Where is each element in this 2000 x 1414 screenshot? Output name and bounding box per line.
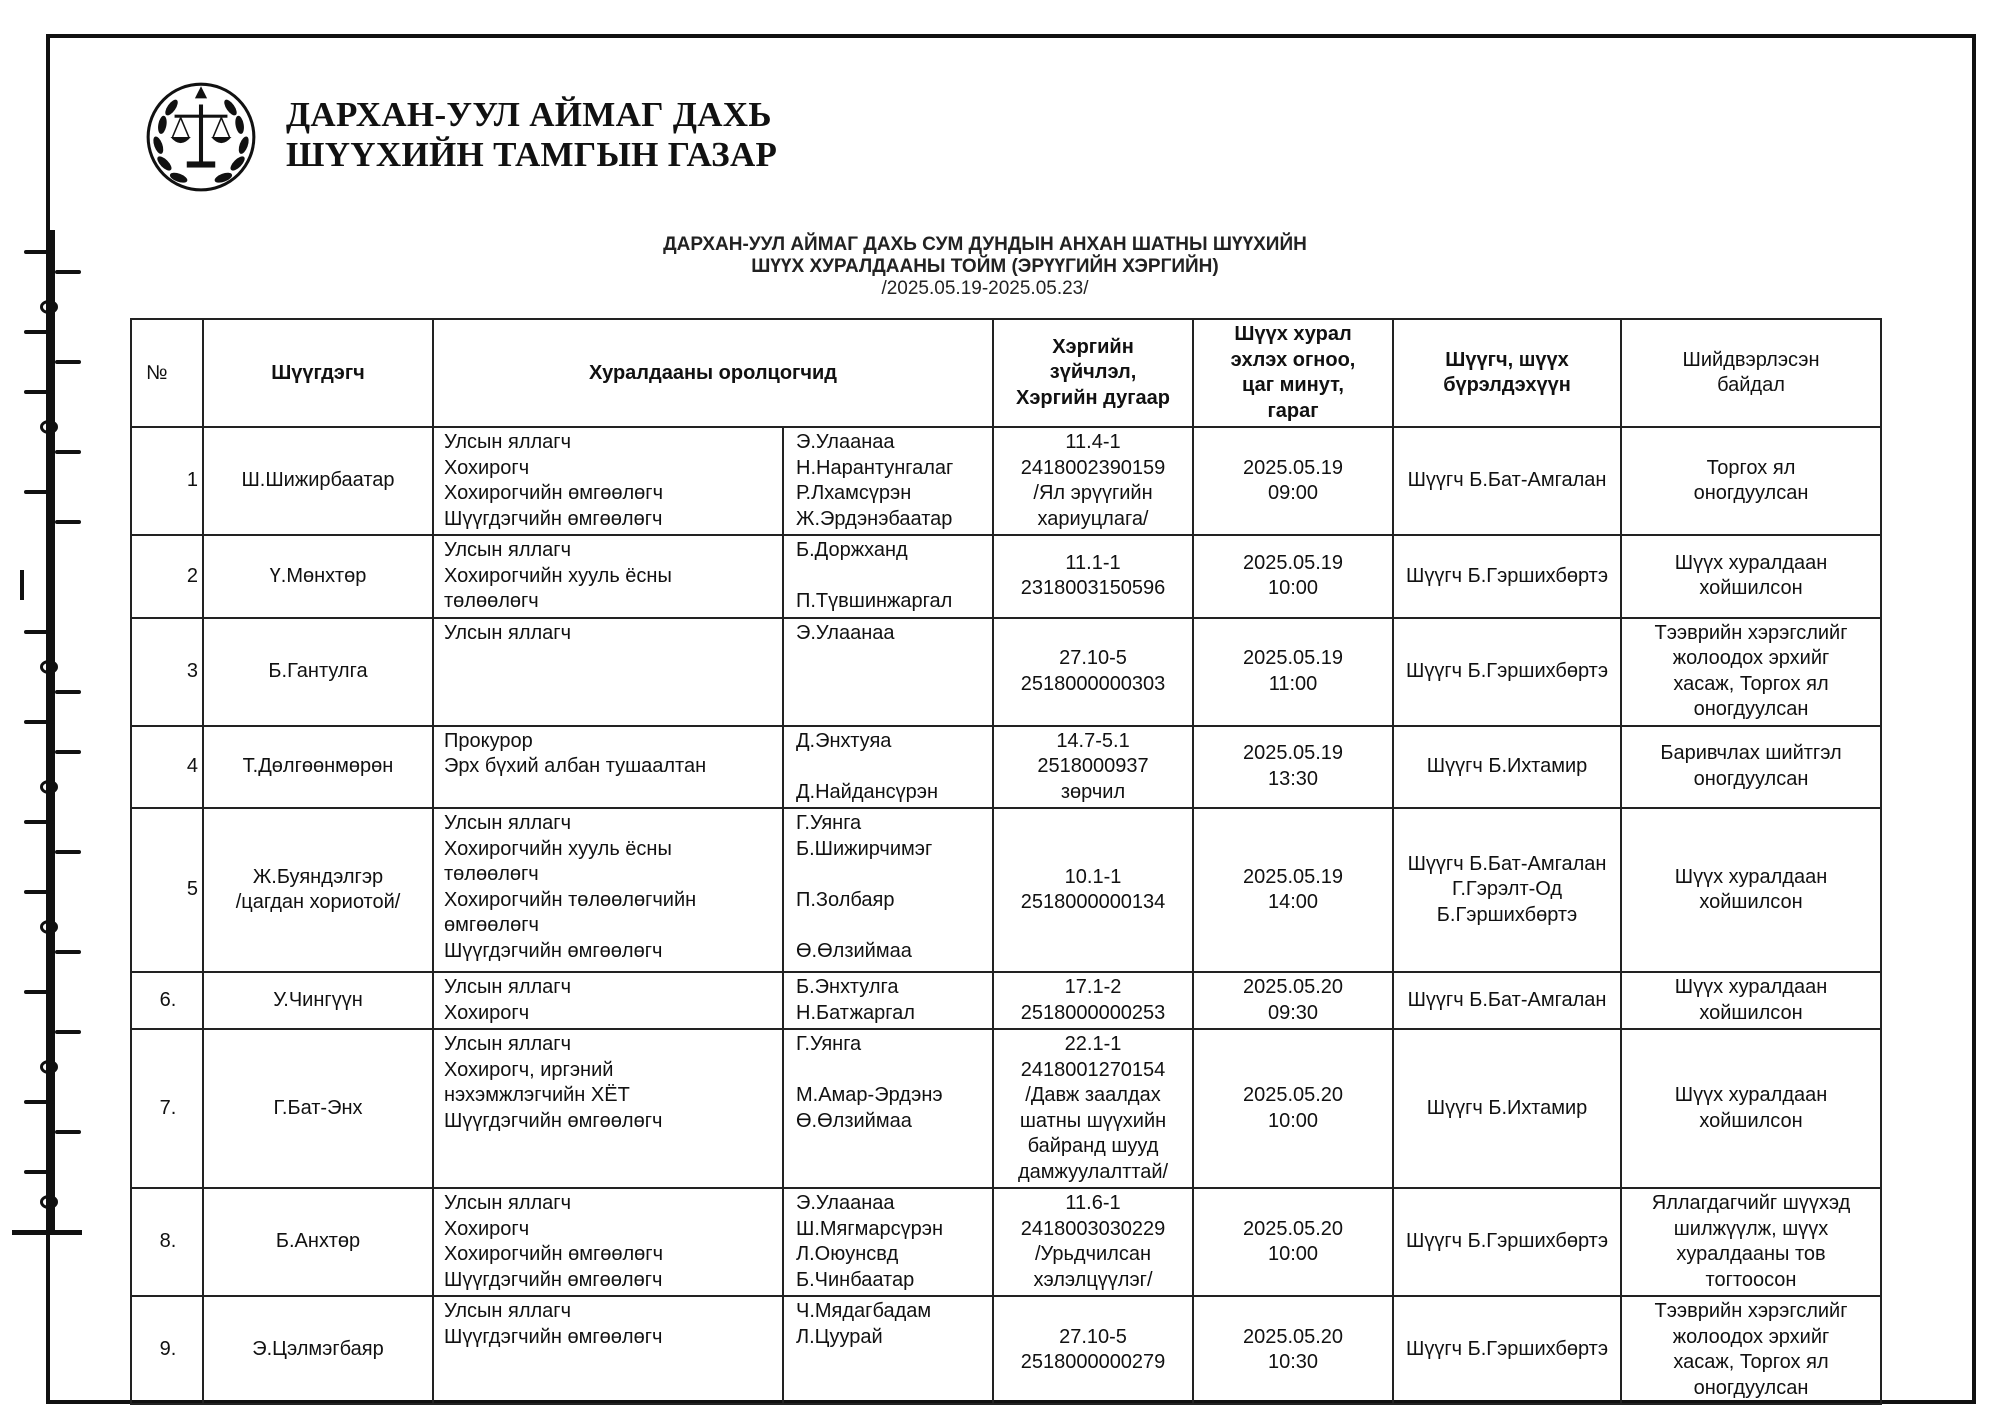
table-row (131, 535, 1881, 618)
outcome-cell-line: хасаж, Торгох ял (1673, 1351, 1829, 1373)
case-cell-line: 27.10-5 (1059, 647, 1127, 669)
row-number: 9. (131, 1296, 203, 1404)
case-cell-line: дамжуулалттай/ (1017, 1160, 1169, 1183)
participant-roles-cell-line: Хохирогчийн төлөөлөгчийн (444, 888, 697, 911)
hearing-date: 2025.05.19 (1242, 456, 1344, 479)
table-row (131, 1296, 1881, 1404)
outcome-cell-line: жолоодох эрхийг (1672, 1325, 1830, 1348)
judge-cell (1393, 808, 1621, 972)
participant-roles-cell-line: өмгөөлөгч (444, 914, 539, 936)
hearing-datetime-cell (1193, 1029, 1393, 1188)
participant-names-cell (783, 535, 993, 618)
participant-names-cell-line: Л.Цуурай (796, 1325, 883, 1348)
participant-names-cell-line: М.Амар-Эрдэнэ (796, 1084, 943, 1106)
hearing-datetime-cell (1193, 1188, 1393, 1296)
judge-cell (1393, 535, 1621, 618)
participant-names-cell-line: Г.Уянга (796, 812, 862, 834)
outcome-cell (1621, 1029, 1881, 1188)
outcome-cell (1621, 726, 1881, 809)
hearing-schedule-table (130, 318, 1882, 1405)
participant-names-cell-line: Э.Улаанаа (796, 621, 895, 644)
participant-roles-cell-line: Улсын яллагч (444, 812, 572, 834)
judge-cell (1393, 427, 1621, 535)
defendant-cell (203, 1188, 433, 1296)
participant-names-cell-line: Г.Уянга (796, 1033, 862, 1055)
case-cell (993, 1188, 1193, 1296)
participant-names-cell-line: Д.Энхтуяа (796, 729, 892, 752)
court-emblem-icon (140, 74, 262, 196)
participant-roles-cell-line: Улсын яллагч (444, 976, 572, 998)
participant-roles-cell-line: Хохирогчийн хууль ёсны (444, 837, 672, 860)
participant-names-cell (783, 427, 993, 535)
participant-names-cell-line: Б.Чинбаатар (796, 1268, 915, 1291)
participant-roles-cell-line: Шүүгдэгчийн өмгөөлөгч (444, 1325, 663, 1348)
row-number: 6. (131, 972, 203, 1029)
participant-roles-cell-line: Улсын яллагч (444, 1033, 572, 1055)
participant-roles-cell (433, 808, 783, 972)
court-name-line1: ДАРХАН-УУЛ АЙМАГ ДАХЬ (286, 95, 772, 134)
title-line2: ШҮҮХ ХУРАЛДААНЫ ТОЙМ (ЭРҮҮГИЙН ХЭРГИЙН) (751, 256, 1219, 277)
hearing-date: 2025.05.20 (1242, 1084, 1344, 1106)
participant-roles-cell-line: Улсын яллагч (444, 1300, 572, 1322)
participant-roles-cell (433, 1188, 783, 1296)
table-row (131, 618, 1881, 726)
judge-cell (1393, 1188, 1621, 1296)
case-cell (993, 535, 1193, 618)
case-cell (993, 726, 1193, 809)
participant-names-cell-line: Р.Лхамсүрэн (796, 482, 912, 504)
defendant-cell-line: Г.Бат-Энх (273, 1096, 363, 1119)
participant-names-cell-line (796, 564, 986, 590)
row-number: 7. (131, 1029, 203, 1188)
participant-roles-cell-line: Хохирогч (444, 456, 530, 479)
participant-roles-cell (433, 726, 783, 809)
hearing-time: 09:00 (1267, 482, 1319, 504)
participant-names-cell-line: Э.Улаанаа (796, 431, 895, 453)
judge-cell (1393, 972, 1621, 1029)
case-cell-line: хариуцлага/ (1037, 507, 1149, 530)
participant-roles-cell-line: Улсын яллагч (444, 1192, 572, 1214)
header-case: Хэргийн зүйчлэл, Хэргийн дугаар (993, 319, 1193, 427)
hearing-datetime-cell (1193, 726, 1393, 809)
row-number: 2 (131, 535, 203, 618)
judge-cell-line: Шүүгч Б.Гэршихбөртэ (1405, 564, 1609, 587)
participant-names-cell-line: Д.Найдансүрэн (796, 780, 939, 803)
participant-names-cell (783, 1296, 993, 1404)
judge-cell-line: Шүүгч Б.Ихтамир (1426, 755, 1588, 777)
case-cell-line: 27.10-5 (1059, 1325, 1127, 1348)
participant-names-cell-line (796, 754, 986, 780)
hearing-date: 2025.05.20 (1242, 976, 1344, 998)
table-row (131, 1188, 1881, 1296)
hearing-datetime-cell (1193, 535, 1393, 618)
participant-names-cell-line: Ө.Өлзиймаа (796, 939, 912, 962)
participant-names-cell-line: Л.Оюунсвд (796, 1243, 899, 1265)
defendant-cell-line: Б.Анхтөр (275, 1230, 361, 1253)
case-cell (993, 808, 1193, 972)
case-cell-line: 2518000000253 (1020, 1001, 1166, 1024)
case-cell-line: 11.6-1 (1065, 1192, 1121, 1214)
case-cell-line: 11.4-1 (1065, 431, 1121, 453)
case-cell-line: 11.1-1 (1065, 551, 1121, 574)
hearing-time: 11:00 (1268, 672, 1318, 695)
case-cell-line: 2318003150596 (1020, 577, 1166, 600)
participant-names-cell-line: Б.Шижирчимэг (796, 837, 933, 860)
judge-cell-line: Шүүгч Б.Бат-Амгалан (1407, 988, 1607, 1011)
hearing-time: 14:00 (1267, 891, 1319, 913)
outcome-cell-line: хойшилсон (1699, 577, 1803, 600)
participant-roles-cell (433, 535, 783, 618)
case-cell-line: 2518000937 (1037, 755, 1149, 777)
participant-names-cell-line: Н.Батжаргал (796, 1001, 915, 1024)
outcome-cell-line: хасаж, Торгох ял (1673, 672, 1829, 695)
outcome-cell (1621, 427, 1881, 535)
participant-names-cell-line: Н.Нарантунгалаг (796, 456, 954, 479)
hearing-time: 10:30 (1267, 1351, 1319, 1373)
participant-roles-cell-line: Улсын яллагч (444, 431, 572, 453)
case-cell-line: 10.1-1 (1064, 865, 1122, 888)
case-cell-line: 22.1-1 (1064, 1033, 1122, 1055)
participant-roles-cell (433, 618, 783, 726)
header-judge: Шүүгч, шүүх бүрэлдэхүүн (1393, 319, 1621, 427)
row-number: 3 (131, 618, 203, 726)
participant-names-cell (783, 1188, 993, 1296)
outcome-cell-line: тогтоосон (1705, 1268, 1797, 1291)
table-row (131, 972, 1881, 1029)
participant-roles-cell-line: Хохирогч, иргэний (444, 1058, 614, 1081)
judge-cell (1393, 726, 1621, 809)
hearing-time: 10:00 (1267, 1243, 1319, 1265)
defendant-cell-line: Ш.Шижирбаатар (241, 469, 395, 492)
judge-cell-line: Шүүгч Б.Гэршихбөртэ (1405, 659, 1609, 682)
hearing-time: 13:30 (1267, 767, 1319, 790)
participant-names-cell-line: Ө.Өлзиймаа (796, 1109, 912, 1132)
hearing-time: 09:30 (1267, 1001, 1319, 1024)
participant-names-cell (783, 618, 993, 726)
outcome-cell-line: Яллагдагчийг шүүхэд (1651, 1192, 1851, 1214)
table-row (131, 1029, 1881, 1188)
outcome-cell-line: жолоодох эрхийг (1672, 647, 1830, 669)
document-header (140, 74, 777, 196)
header-participants: Хуралдааны оролцогчид (433, 319, 993, 427)
header-number: № (131, 319, 203, 427)
hearing-date: 2025.05.19 (1242, 742, 1344, 765)
participant-names-cell-line: Б.Доржханд (796, 539, 908, 561)
judge-cell (1393, 1029, 1621, 1188)
participant-names-cell-line: Ш.Мягмарсүрэн (796, 1217, 944, 1240)
defendant-cell (203, 972, 433, 1029)
outcome-cell (1621, 618, 1881, 726)
court-name (286, 95, 777, 175)
outcome-cell-line: оногдуулсан (1693, 482, 1809, 504)
participant-roles-cell-line: Хохирогч (444, 1217, 530, 1240)
defendant-cell (203, 535, 433, 618)
case-cell-line: /Давж заалдах (1025, 1084, 1161, 1106)
outcome-cell-line: хойшилсон (1699, 1001, 1803, 1024)
table-row (131, 427, 1881, 535)
vertical-script-signature (0, 230, 100, 1270)
case-cell-line: /Ял эрүүгийн (1033, 482, 1153, 504)
participant-roles-cell-line: Шүүгдэгчийн өмгөөлөгч (444, 1268, 663, 1291)
participant-roles-cell (433, 1029, 783, 1188)
hearing-date: 2025.05.20 (1242, 1217, 1344, 1240)
hearing-time: 10:00 (1267, 1109, 1319, 1132)
defendant-cell (203, 808, 433, 972)
hearing-date: 2025.05.19 (1242, 551, 1344, 574)
participant-names-cell-line (796, 913, 986, 939)
participant-names-cell-line (796, 862, 986, 888)
court-name-line2: ШҮҮХИЙН ТАМГЫН ГАЗАР (286, 135, 778, 174)
participant-roles-cell-line: Шүүгдэгчийн өмгөөлөгч (444, 1109, 663, 1132)
hearing-time: 10:00 (1267, 577, 1319, 600)
case-cell (993, 972, 1193, 1029)
hearing-date: 2025.05.20 (1242, 1325, 1344, 1348)
table-row (131, 808, 1881, 972)
header-defendant: Шүүгдэгч (203, 319, 433, 427)
defendant-cell-line: Ж.Буяндэлгэр (252, 865, 384, 888)
participant-roles-cell-line: Шүүгдэгчийн өмгөөлөгч (444, 939, 663, 962)
title-line1: ДАРХАН-УУЛ АЙМАГ ДАХЬ СУМ ДУНДЫН АНХАН ШАТНЫ ШҮҮХИЙН (663, 234, 1307, 255)
row-number: 1 (131, 427, 203, 535)
outcome-cell-line: оногдуулсан (1693, 1376, 1809, 1399)
participant-names-cell-line: Э.Улаанаа (796, 1192, 895, 1214)
case-cell-line: 2418001270154 (1020, 1058, 1166, 1081)
judge-cell-line: Б.Гэршихбөртэ (1436, 903, 1578, 926)
outcome-cell-line: хойшилсон (1699, 891, 1803, 913)
case-cell-line: 2418002390159 (1020, 456, 1166, 479)
judge-cell-line: Шүүгч Б.Бат-Амгалан (1407, 469, 1607, 492)
judge-cell-line: Г.Гэрэлт-Од (1451, 878, 1563, 901)
participant-roles-cell-line: Шүүгдэгчийн өмгөөлөгч (444, 507, 663, 530)
defendant-cell-line: Ү.Мөнхтөр (269, 564, 367, 587)
row-number: 5 (131, 808, 203, 972)
hearing-date: 2025.05.19 (1242, 865, 1344, 888)
case-cell-line: 2418003030229 (1020, 1217, 1166, 1240)
hearing-datetime-cell (1193, 1296, 1393, 1404)
judge-cell-line: Шүүгч Б.Ихтамир (1426, 1096, 1588, 1119)
outcome-cell-line: хойшилсон (1699, 1109, 1803, 1132)
header-outcome: Шийдвэрлэсэн байдал (1621, 319, 1881, 427)
judge-cell-line: Шүүгч Б.Гэршихбөртэ (1405, 1230, 1609, 1253)
defendant-cell (203, 618, 433, 726)
judge-cell (1393, 618, 1621, 726)
participant-roles-cell-line: Хохирогчийн хууль ёсны (444, 564, 672, 587)
hearing-date: 2025.05.19 (1242, 647, 1344, 669)
outcome-cell-line: Шүүх хуралдаан (1674, 976, 1828, 998)
participant-roles-cell-line: төлөөлөгч (444, 863, 539, 885)
row-number: 4 (131, 726, 203, 809)
defendant-cell-line: Б.Гантулга (268, 659, 368, 682)
participant-roles-cell-line: нэхэмжлэгчийн ХЁТ (444, 1084, 630, 1106)
hearing-datetime-cell (1193, 972, 1393, 1029)
outcome-cell (1621, 1296, 1881, 1404)
case-cell-line: зөрчил (1060, 780, 1126, 803)
case-cell (993, 1029, 1193, 1188)
case-cell-line: /Урьдчилсан (1035, 1243, 1152, 1265)
participant-roles-cell (433, 427, 783, 535)
outcome-cell-line: хуралдааны тов (1676, 1243, 1826, 1265)
case-cell (993, 1296, 1193, 1404)
hearing-datetime-cell (1193, 427, 1393, 535)
defendant-cell (203, 1296, 433, 1404)
hearing-datetime-cell (1193, 618, 1393, 726)
table-body (131, 427, 1881, 1404)
case-cell-line: 2518000000279 (1020, 1351, 1166, 1373)
case-cell-line: 14.7-5.1 (1056, 729, 1130, 752)
defendant-cell (203, 726, 433, 809)
participant-names-cell-line: Ж.Эрдэнэбаатар (796, 507, 953, 530)
outcome-cell (1621, 972, 1881, 1029)
outcome-cell-line: Тээврийн хэрэгслийг (1654, 1300, 1848, 1322)
participant-names-cell-line (796, 1058, 986, 1084)
judge-cell-line: Шүүгч Б.Гэршихбөртэ (1405, 1338, 1609, 1361)
participant-roles-cell-line: Эрх бүхий албан тушаалтан (444, 755, 707, 777)
participant-roles-cell-line: Прокурор (444, 729, 533, 752)
outcome-cell-line: шилжүүлж, шүүх (1673, 1217, 1829, 1240)
outcome-cell-line: Тээврийн хэрэгслийг (1654, 621, 1848, 644)
outcome-cell-line: Торгох ял (1706, 456, 1796, 479)
participant-names-cell-line: П.Түвшинжаргал (796, 590, 953, 612)
title-period: /2025.05.19-2025.05.23/ (881, 278, 1089, 299)
defendant-cell-line: Э.Цэлмэгбаяр (252, 1338, 384, 1361)
participant-roles-cell-line: Улсын яллагч (444, 539, 572, 561)
table-header-row (131, 319, 1881, 427)
judge-cell-line: Шүүгч Б.Бат-Амгалан (1407, 852, 1607, 875)
participant-roles-cell-line: Хохирогчийн өмгөөлөгч (444, 1243, 664, 1265)
participant-roles-cell-line: төлөөлөгч (444, 590, 539, 612)
outcome-cell-line: оногдуулсан (1693, 698, 1809, 720)
defendant-cell (203, 1029, 433, 1188)
participant-names-cell (783, 1029, 993, 1188)
defendant-cell (203, 427, 433, 535)
participant-names-cell-line: Б.Энхтулга (796, 976, 899, 998)
outcome-cell (1621, 535, 1881, 618)
case-cell-line: 2518000000303 (1020, 672, 1166, 695)
defendant-cell-line: /цагдан хориотой/ (235, 891, 401, 913)
participant-roles-cell-line: Хохирогчийн өмгөөлөгч (444, 482, 664, 504)
participant-names-cell (783, 726, 993, 809)
participant-roles-cell-line: Улсын яллагч (444, 621, 572, 644)
participant-roles-cell (433, 1296, 783, 1404)
participant-names-cell (783, 972, 993, 1029)
header-hearing-time: Шүүх хурал эхлэх огноо, цаг минут, гараг (1193, 319, 1393, 427)
participant-names-cell (783, 808, 993, 972)
row-number: 8. (131, 1188, 203, 1296)
defendant-cell-line: Т.Дөлгөөнмөрөн (242, 755, 394, 777)
outcome-cell (1621, 808, 1881, 972)
participant-roles-cell (433, 972, 783, 1029)
case-cell-line: хэлэлцүүлэг/ (1033, 1268, 1153, 1291)
outcome-cell-line: Шүүх хуралдаан (1674, 865, 1828, 888)
hearing-datetime-cell (1193, 808, 1393, 972)
outcome-cell-line: Баривчлах шийтгэл (1660, 742, 1842, 765)
judge-cell (1393, 1296, 1621, 1404)
participant-names-cell-line: П.Золбаяр (796, 888, 895, 911)
participant-roles-cell-line: Хохирогч (444, 1001, 530, 1024)
case-cell-line: шатны шүүхийн (1019, 1109, 1167, 1132)
case-cell-line: 2518000000134 (1020, 891, 1166, 913)
table-row (131, 726, 1881, 809)
outcome-cell-line: Шүүх хуралдаан (1674, 551, 1828, 574)
defendant-cell-line: У.Чингүүн (273, 988, 363, 1011)
case-cell-line: байранд шууд (1027, 1135, 1159, 1157)
outcome-cell-line: оногдуулсан (1693, 767, 1809, 790)
case-cell-line: 17.1-2 (1064, 976, 1122, 998)
outcome-cell (1621, 1188, 1881, 1296)
case-cell (993, 618, 1193, 726)
participant-names-cell-line: Ч.Мядагбадам (796, 1300, 932, 1322)
case-cell (993, 427, 1193, 535)
document-title (560, 234, 1410, 300)
outcome-cell-line: Шүүх хуралдаан (1674, 1084, 1828, 1106)
